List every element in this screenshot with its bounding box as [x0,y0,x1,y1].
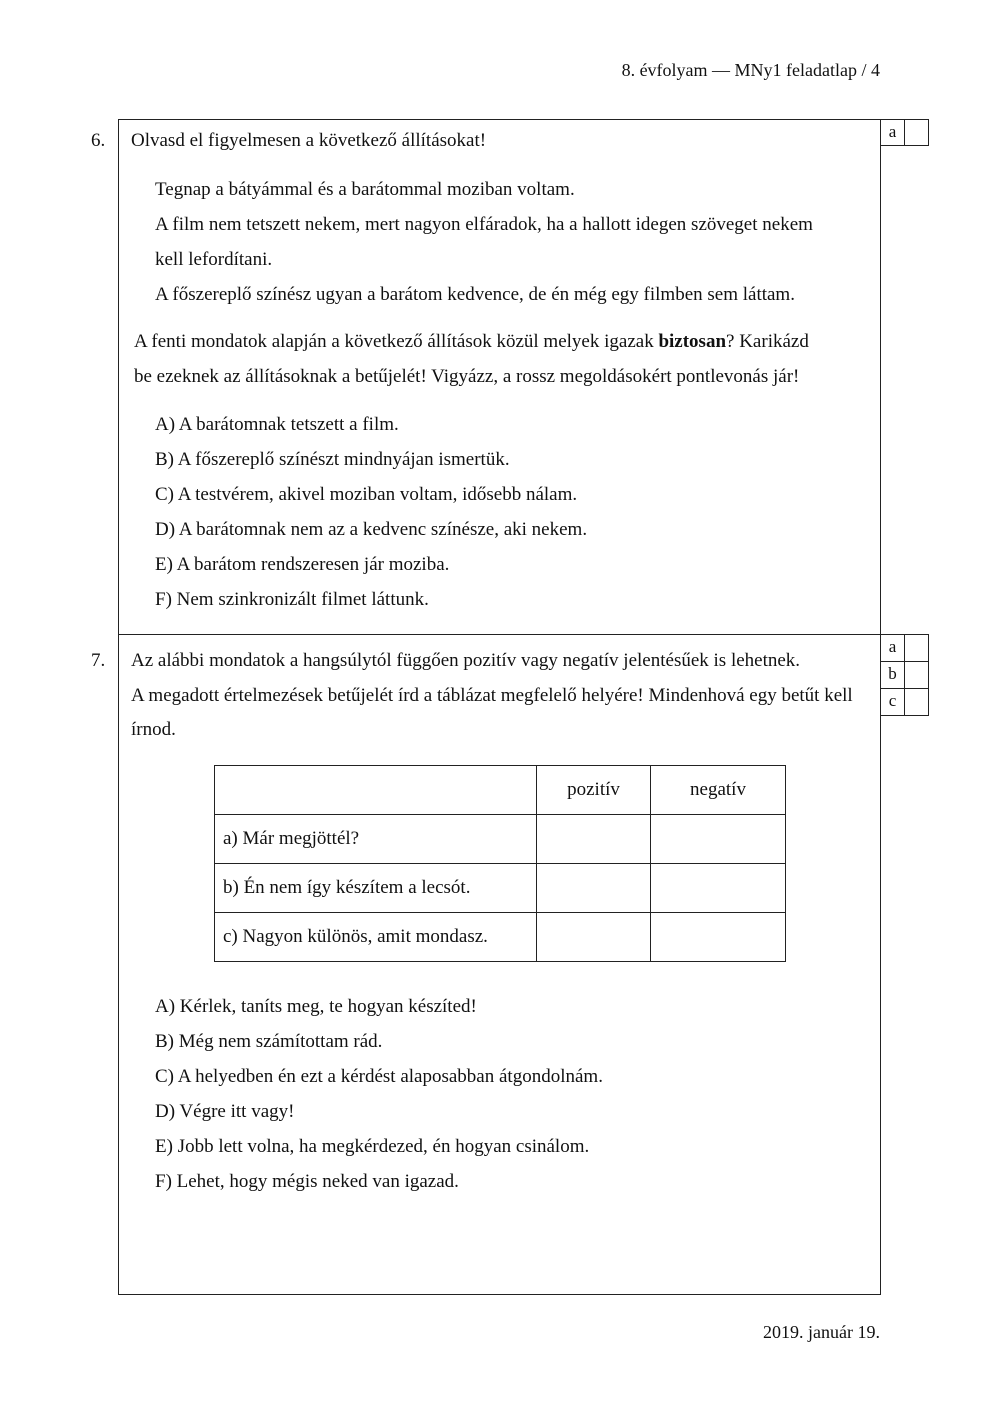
task-7-option: F) Lehet, hogy mégis neked van igazad. [155,1171,459,1192]
passage-line: A film nem tetszett nekem, mert nagyon elfáradok, ha a hallott idegen szöveget nekem [155,214,813,235]
task-7-number: 7. [91,650,106,671]
score-box-7b-value[interactable] [904,661,929,689]
task-7-option: E) Jobb lett volna, ha megkérdezed, én hogyan csinálom. [155,1136,590,1157]
score-box-7b[interactable]: b [880,661,905,689]
task-6-question-text: A fenti mondatok alapján a következő állítások közül melyek igazak [134,331,659,352]
task-6-option[interactable]: F) Nem szinkronizált filmet láttunk. [155,589,429,610]
task-7-option: D) Végre itt vagy! [155,1101,295,1122]
table-row [215,864,786,913]
page-header: 8. évfolyam — MNy1 feladatlap / 4 [621,60,880,80]
passage-line: A főszereplő színész ugyan a barátom kedvence, de én még egy filmben sem láttam. [155,284,795,305]
task-6-option[interactable]: E) A barátom rendszeresen jár moziba. [155,554,450,575]
task-6-option[interactable]: C) A testvérem, akivel moziban voltam, idősebb nálam. [155,484,578,505]
task-6-option[interactable]: A) A barátomnak tetszett a film. [155,414,399,435]
score-box-7c-value[interactable] [904,688,929,716]
task-7-option: B) Még nem számítottam rád. [155,1031,383,1052]
table-header-positive: pozitív [537,766,651,815]
task-6-question [134,331,809,353]
table-row [215,815,786,864]
task-6-number: 6. [91,130,106,151]
answer-cell-positive[interactable] [537,815,651,864]
passage-line: Tegnap a bátyámmal és a barátommal moziban voltam. [155,179,575,200]
task-7-instruction-line: írnod. [131,719,176,740]
passage-line: kell lefordítani. [155,249,273,270]
task-6-option[interactable]: B) A főszereplő színészt mindnyájan ismertük. [155,449,510,470]
sentence-cell: b) Én nem így készítem a lecsót. [215,864,537,913]
table-header-negative: negatív [651,766,786,815]
sentence-cell: c) Nagyon különös, amit mondasz. [215,913,537,962]
answer-cell-negative[interactable] [651,864,786,913]
table-row [215,913,786,962]
task-7-option: A) Kérlek, taníts meg, te hogyan készíted! [155,996,477,1017]
score-box-6a-value[interactable] [904,119,929,146]
table-header-cell [215,766,537,815]
task-6-question-line2: be ezeknek az állításoknak a betűjelét! Vigyázz, a rossz megoldásokért pontlevonás jár! [134,366,800,387]
task-7-option: C) A helyedben én ezt a kérdést alaposabban átgondolnám. [155,1066,603,1087]
answer-cell-positive[interactable] [537,913,651,962]
score-box-7a[interactable]: a [880,634,905,662]
task-7-instruction-line: A megadott értelmezések betűjelét írd a táblázat megfelelő helyére! Mindenhová egy betűt kell [131,685,853,706]
task-6-question-emphasis: biztosan [658,331,727,352]
answer-table [214,765,786,962]
table-header-row [215,766,786,815]
score-box-7c[interactable]: c [880,688,905,716]
sentence-cell: a) Már megjöttél? [215,815,537,864]
score-box-6a[interactable]: a [880,119,905,146]
score-box-7a-value[interactable] [904,634,929,662]
answer-cell-negative[interactable] [651,913,786,962]
task-6-question-tail: ? Karikázd [726,331,809,352]
answer-cell-positive[interactable] [537,864,651,913]
task-7-frame [118,634,881,1295]
answer-cell-negative[interactable] [651,815,786,864]
page-footer-date: 2019. január 19. [763,1322,880,1342]
task-7-instruction-line: Az alábbi mondatok a hangsúlytól függően pozitív vagy negatív jelentésűek is lehetnek. [131,650,801,671]
task-6-instruction: Olvasd el figyelmesen a következő állításokat! [131,130,487,151]
task-6-option[interactable]: D) A barátomnak nem az a kedvenc színésze, aki nekem. [155,519,588,540]
